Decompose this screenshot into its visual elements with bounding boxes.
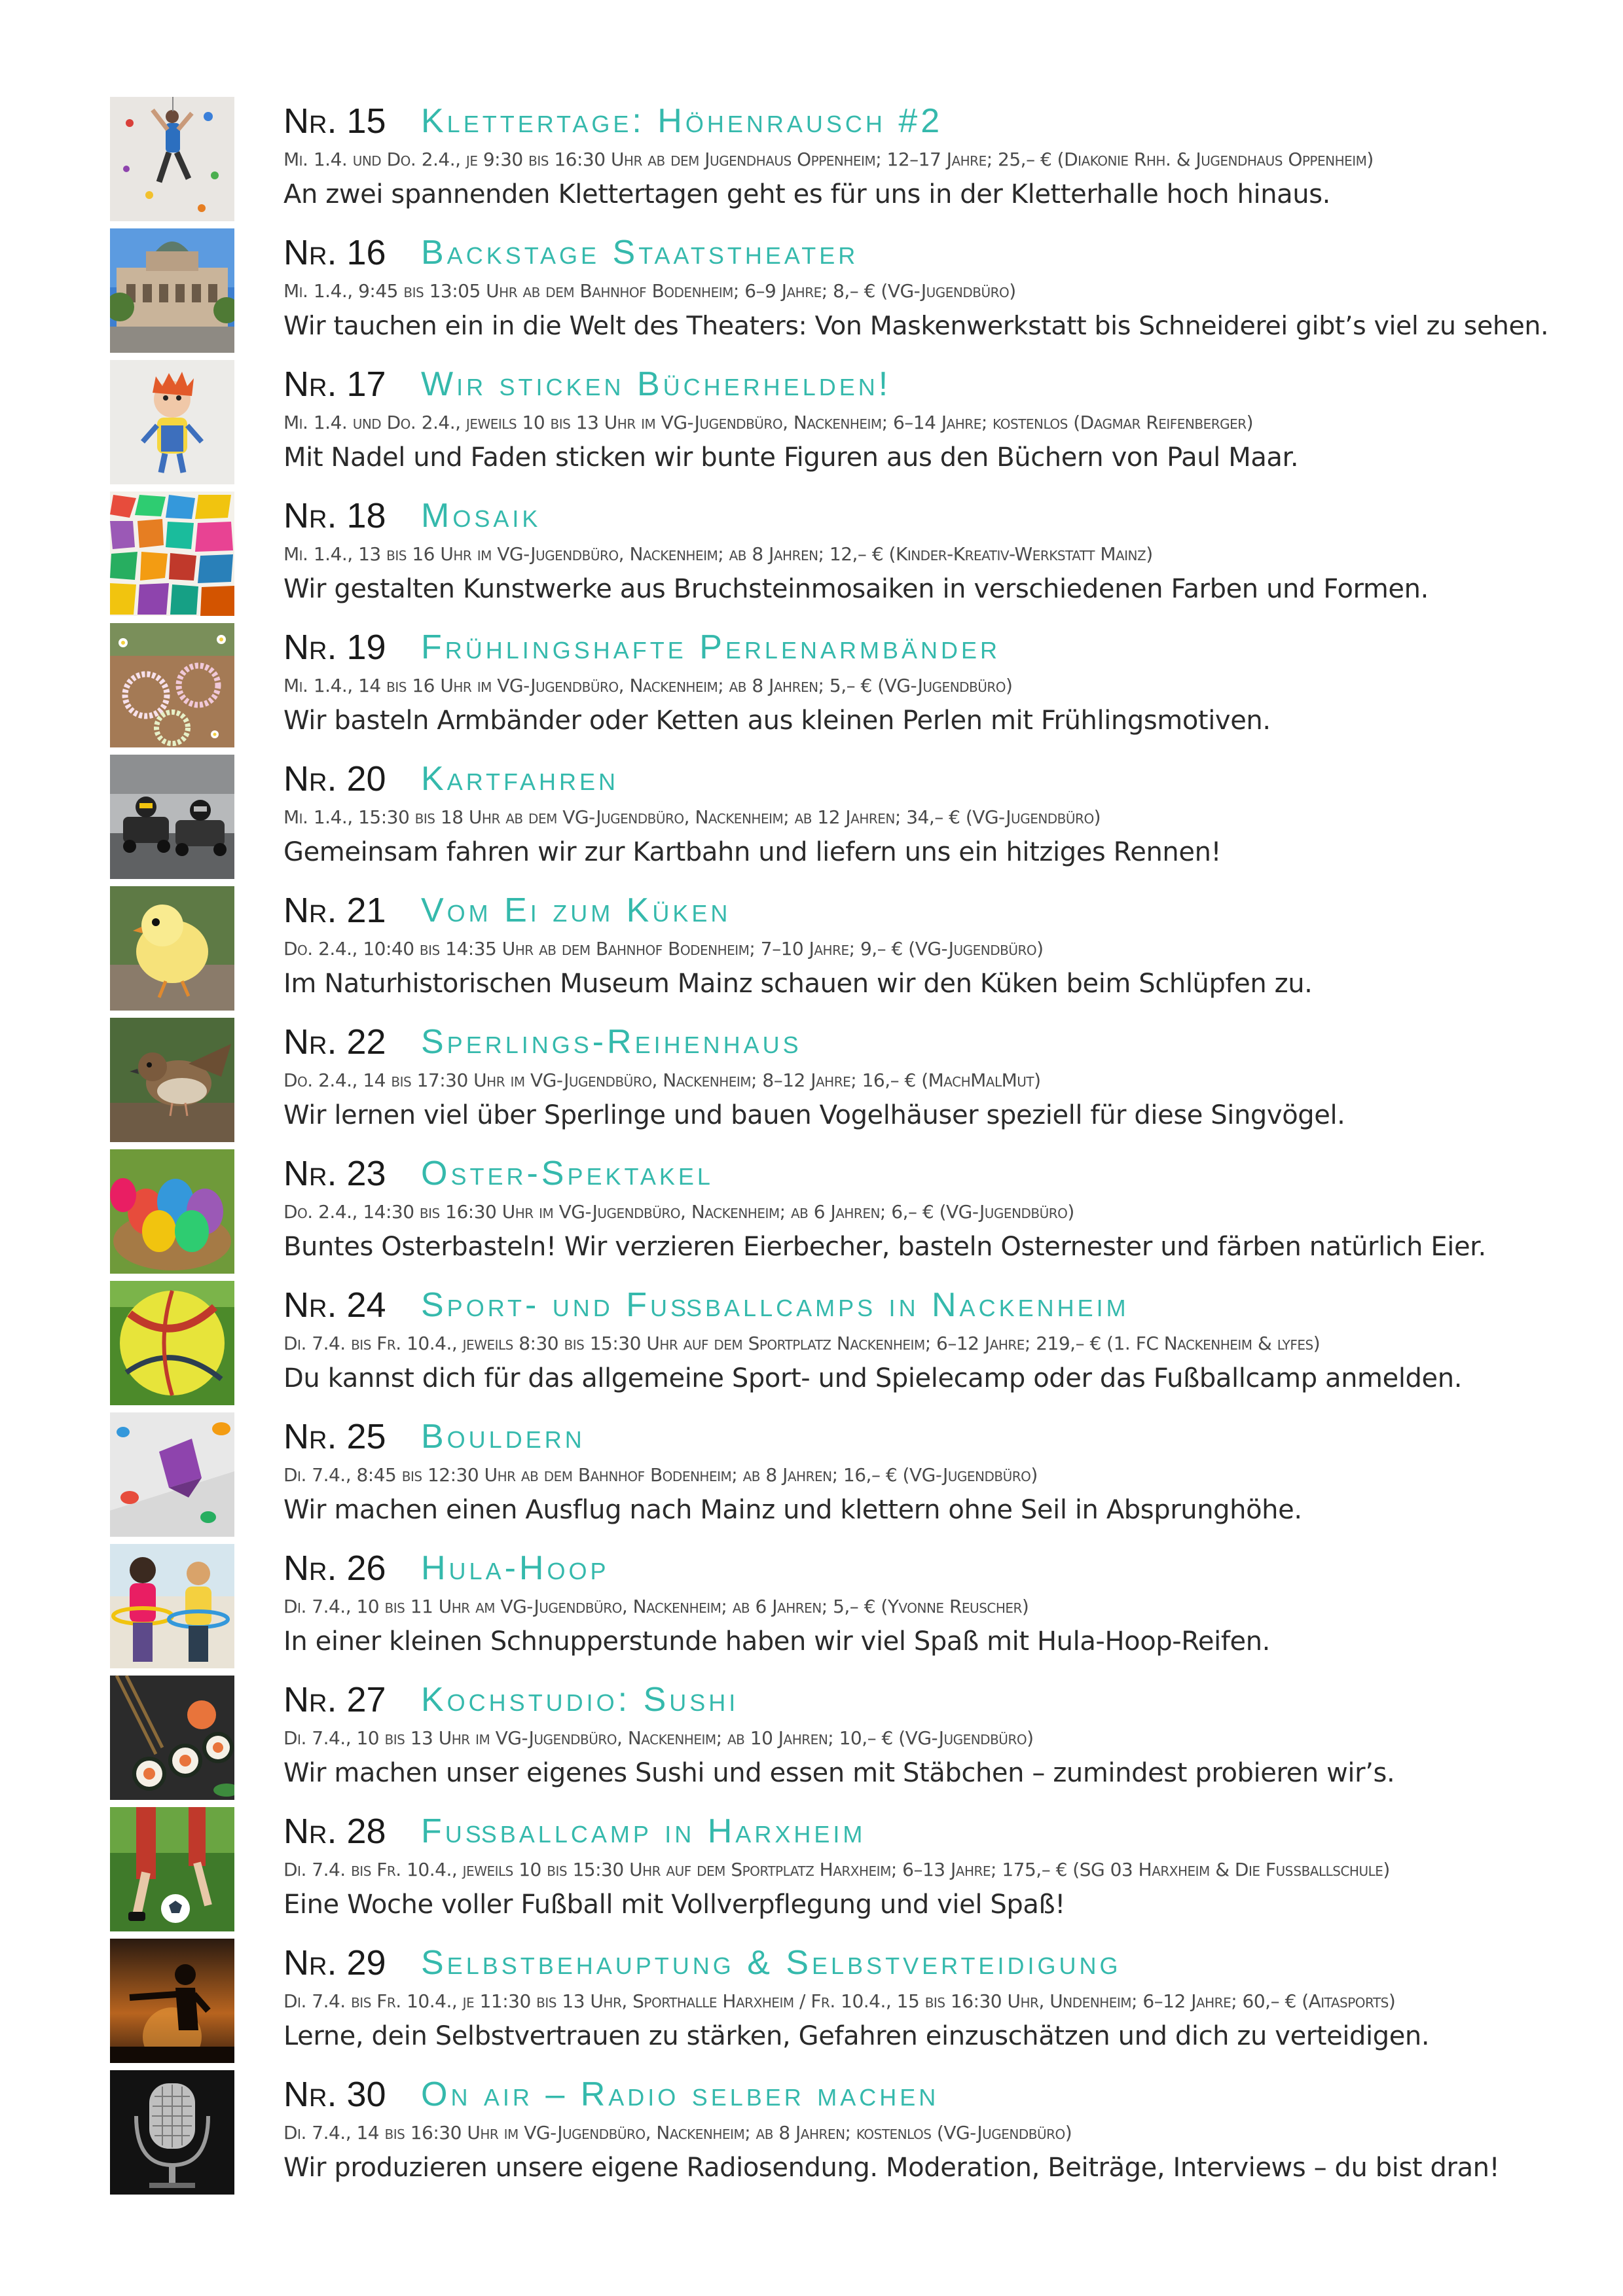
entry-title: Selbstbehauptung & Selbstverteidigung: [421, 1944, 1122, 1982]
bead-bracelets-photo: [110, 623, 234, 747]
entry-number: Nr. 22: [283, 1022, 386, 1062]
embroidered-figure-photo: [110, 360, 234, 484]
entry-description: Wir tauchen ein in die Welt des Theaters: Von Maskenwerkstatt bis Schneiderei gibt’s viel zu sehen.: [283, 311, 1549, 341]
program-entry: [110, 1939, 1550, 2070]
entry-title: Kartfahren: [421, 760, 619, 798]
entry-title: Sperlings-Reihenhaus: [421, 1023, 802, 1061]
entry-details: Mi. 1.4., 9:45 bis 13:05 Uhr ab dem Bahnhof Bodenheim; 6–9 Jahre; 8,– € (VG-Jugendbüro): [283, 280, 1016, 302]
entry-details: Di. 7.4. bis Fr. 10.4., je 11:30 bis 13 Uhr, Sporthalle Harxheim / Fr. 10.4., 15 bis 16:30 Uhr, Undenheim; 6–12 Jahre; 60,– € (Aitasports): [283, 1990, 1396, 2012]
entry-details: Di. 7.4., 14 bis 16:30 Uhr im VG-Jugendbüro, Nackenheim; ab 8 Jahren; kostenlos (VG-Jugendbüro): [283, 2122, 1072, 2144]
entry-title: Frühlingshafte Perlenarmbänder: [421, 628, 1000, 666]
bouldering-holds-photo: [110, 1412, 234, 1537]
entry-description: Wir basteln Armbänder oder Ketten aus kleinen Perlen mit Frühlingsmotiven.: [283, 706, 1271, 736]
entry-details: Do. 2.4., 10:40 bis 14:35 Uhr ab dem Bahnhof Bodenheim; 7–10 Jahre; 9,– € (VG-Jugendbüro): [283, 938, 1044, 960]
entry-number: Nr. 21: [283, 891, 386, 930]
entry-title: Sport- und Fußballcamps in Nackenheim: [421, 1286, 1129, 1324]
entry-description: Du kannst dich für das allgemeine Sport- und Spielecamp oder das Fußballcamp anmelden.: [283, 1363, 1463, 1393]
entry-details: Di. 7.4. bis Fr. 10.4., jeweils 10 bis 15:30 Uhr auf dem Sportplatz Harxheim; 6–13 Jahre; 175,– € (SG 03 Harxheim & Die Fußballschule): [283, 1859, 1390, 1880]
entry-details: Mi. 1.4., 15:30 bis 18 Uhr ab dem VG-Jugendbüro, Nackenheim; ab 12 Jahren; 34,– € (VG-Jugendbüro): [283, 806, 1101, 828]
entry-description: Eine Woche voller Fußball mit Vollverpflegung und viel Spaß!: [283, 1890, 1065, 1920]
entry-description: Wir machen unser eigenes Sushi und essen mit Stäbchen – zumindest probieren wir’s.: [283, 1758, 1395, 1788]
entry-details: Do. 2.4., 14 bis 17:30 Uhr im VG-Jugendbüro, Nackenheim; 8–12 Jahre; 16,– € (MachMalMut): [283, 1069, 1041, 1091]
entry-description: Wir machen einen Ausflug nach Mainz und klettern ohne Seil in Absprunghöhe.: [283, 1495, 1302, 1525]
entry-description: In einer kleinen Schnupperstunde haben wir viel Spaß mit Hula-Hoop-Reifen.: [283, 1626, 1270, 1657]
entry-number: Nr. 26: [283, 1549, 386, 1588]
program-entry: [110, 886, 1550, 1018]
entry-title: Oster-Spektakel: [421, 1155, 714, 1193]
hula-hoop-kids-photo: [110, 1544, 234, 1668]
program-entry: [110, 228, 1550, 360]
entry-description: Buntes Osterbasteln! Wir verzieren Eierbecher, basteln Osternester und färben natürlich Eier.: [283, 1232, 1486, 1262]
entry-number: Nr. 25: [283, 1417, 386, 1456]
entry-title: Vom Ei zum Küken: [421, 891, 731, 929]
climbing-wall-photo: [110, 97, 234, 221]
entry-number: Nr. 16: [283, 233, 386, 272]
go-karts-photo: [110, 755, 234, 879]
entry-details: Di. 7.4., 8:45 bis 12:30 Uhr ab dem Bahnhof Bodenheim; ab 8 Jahren; 16,– € (VG-Jugendbüro): [283, 1464, 1038, 1486]
entry-details: Di. 7.4., 10 bis 13 Uhr im VG-Jugendbüro, Nackenheim; ab 10 Jahren; 10,– € (VG-Jugendbüro): [283, 1727, 1034, 1749]
entry-title: Bouldern: [421, 1418, 585, 1456]
program-entry: [110, 2070, 1550, 2202]
mosaic-tiles-photo: [110, 492, 234, 616]
entry-description: An zwei spannenden Klettertagen geht es für uns in der Kletterhalle hoch hinaus.: [283, 179, 1330, 209]
entry-number: Nr. 17: [283, 365, 386, 404]
entry-number: Nr. 19: [283, 628, 386, 667]
entry-number: Nr. 23: [283, 1154, 386, 1193]
entry-description: Wir lernen viel über Sperlinge und bauen Vogelhäuser speziell für diese Singvögel.: [283, 1100, 1345, 1130]
program-list: [110, 97, 1550, 2202]
entry-number: Nr. 24: [283, 1285, 386, 1325]
entry-title: Wir sticken Bücherhelden!: [421, 365, 892, 403]
football-kick-photo: [110, 1807, 234, 1931]
entry-number: Nr. 28: [283, 1812, 386, 1851]
entry-title: Klettertage: Höhenrausch #2: [421, 102, 943, 140]
microphone-photo: [110, 2070, 234, 2195]
entry-details: Mi. 1.4. und Do. 2.4., je 9:30 bis 16:30 Uhr ab dem Jugendhaus Oppenheim; 12–17 Jahre; 25,– € (Diakonie Rhh. & Jugendhaus Oppenheim): [283, 149, 1374, 170]
program-entry: [110, 1544, 1550, 1676]
entry-description: Lerne, dein Selbstvertrauen zu stärken, Gefahren einzuschätzen und dich zu verteidigen.: [283, 2021, 1430, 2051]
program-entry: [110, 492, 1550, 623]
entry-title: Hula-Hoop: [421, 1549, 610, 1587]
entry-details: Mi. 1.4., 14 bis 16 Uhr im VG-Jugendbüro, Nackenheim; ab 8 Jahren; 5,– € (VG-Jugendbüro): [283, 675, 1013, 696]
entry-details: Di. 7.4., 10 bis 11 Uhr am VG-Jugendbüro, Nackenheim; ab 6 Jahren; 5,– € (Yvonne Reuscher): [283, 1596, 1029, 1617]
program-entry: [110, 1018, 1550, 1149]
program-entry: [110, 1676, 1550, 1807]
program-entry: [110, 1149, 1550, 1281]
entry-description: Im Naturhistorischen Museum Mainz schauen wir den Küken beim Schlüpfen zu.: [283, 969, 1313, 999]
entry-number: Nr. 18: [283, 496, 386, 535]
easter-eggs-photo: [110, 1149, 234, 1274]
martial-arts-silhouette-photo: [110, 1939, 234, 2063]
entry-number: Nr. 27: [283, 1680, 386, 1719]
entry-description: Wir gestalten Kunstwerke aus Bruchsteinmosaiken in verschiedenen Farben und Formen.: [283, 574, 1429, 604]
entry-details: Di. 7.4. bis Fr. 10.4., jeweils 8:30 bis 15:30 Uhr auf dem Sportplatz Nackenheim; 6–12 Jahre; 219,– € (1. FC Nackenheim & lyfes): [283, 1333, 1321, 1354]
entry-number: Nr. 30: [283, 2075, 386, 2114]
entry-title: Backstage Staatstheater: [421, 234, 859, 272]
sparrow-photo: [110, 1018, 234, 1142]
program-entry: [110, 97, 1550, 228]
chick-photo: [110, 886, 234, 1011]
entry-details: Mi. 1.4. und Do. 2.4., jeweils 10 bis 13 Uhr im VG-Jugendbüro, Nackenheim; 6–14 Jahre; kostenlos (Dagmar Reifenberger): [283, 412, 1254, 433]
program-entry: [110, 1807, 1550, 1939]
entry-number: Nr. 20: [283, 759, 386, 798]
program-entry: [110, 360, 1550, 492]
entry-number: Nr. 29: [283, 1943, 386, 1982]
entry-number: Nr. 15: [283, 101, 386, 141]
theater-building-photo: [110, 228, 234, 353]
sushi-photo: [110, 1676, 234, 1800]
entry-title: Kochstudio: Sushi: [421, 1681, 739, 1719]
entry-details: Do. 2.4., 14:30 bis 16:30 Uhr im VG-Jugendbüro, Nackenheim; ab 6 Jahren; 6,– € (VG-Jugendbüro): [283, 1201, 1074, 1223]
entry-title: Mosaik: [421, 497, 541, 535]
program-entry: [110, 755, 1550, 886]
program-entry: [110, 1281, 1550, 1412]
entry-description: Wir produzieren unsere eigene Radiosendung. Moderation, Beiträge, Interviews – du bist dran!: [283, 2153, 1500, 2183]
entry-description: Gemeinsam fahren wir zur Kartbahn und liefern uns ein hitziges Rennen!: [283, 837, 1222, 867]
entry-title: On air – Radio selber machen: [421, 2075, 939, 2113]
football-photo: [110, 1281, 234, 1405]
program-entry: [110, 1412, 1550, 1544]
entry-description: Mit Nadel und Faden sticken wir bunte Figuren aus den Büchern von Paul Maar.: [283, 442, 1299, 473]
entry-title: Fußballcamp in Harxheim: [421, 1812, 866, 1850]
program-entry: [110, 623, 1550, 755]
entry-details: Mi. 1.4., 13 bis 16 Uhr im VG-Jugendbüro, Nackenheim; ab 8 Jahren; 12,– € (Kinder-Kreativ-Werkstatt Mainz): [283, 543, 1153, 565]
